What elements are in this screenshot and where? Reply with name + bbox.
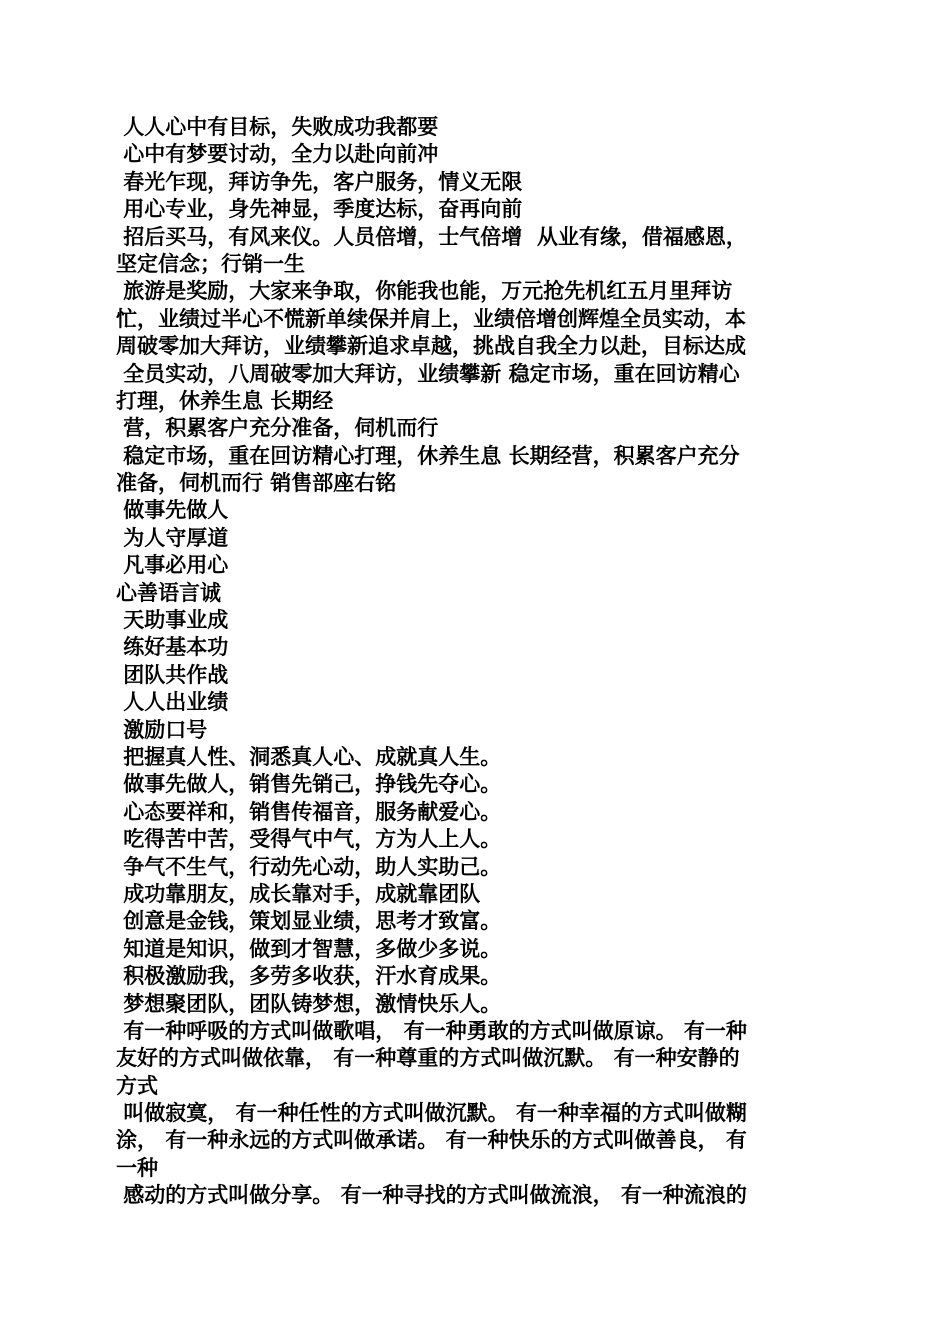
text-line: 感动的方式叫做分享。 有一种寻找的方式叫做流浪， 有一种流浪的 xyxy=(116,1183,747,1208)
text-line: 周破零加大拜访，业绩攀新追求卓越，挑战自我全力以赴，目标达成 xyxy=(116,334,746,359)
text-line: 团队共作战 xyxy=(116,662,229,687)
text-line: 稳定市场，重在回访精心打理，休养生息 长期经营，积累客户充分 xyxy=(116,443,740,468)
text-line: 旅游是奖励，大家来争取，你能我也能，万元抢先机红五月里拜访 xyxy=(116,279,733,304)
text-line: 积极激励我，多劳多收获，汗水育成果。 xyxy=(116,964,502,989)
text-line: 练好基本功 xyxy=(116,635,229,660)
text-line: 人人出业绩 xyxy=(116,690,229,715)
text-line: 做事先做人，销售先销己，挣钱先夺心。 xyxy=(116,772,502,797)
text-line: 一种 xyxy=(116,1155,158,1180)
text-line: 有一种呼吸的方式叫做歌唱， 有一种勇敢的方式叫做原谅。 有一种 xyxy=(116,1018,747,1043)
text-line: 春光乍现，拜访争先，客户服务，情义无限 xyxy=(116,169,523,194)
text-line: 天助事业成 xyxy=(116,608,229,633)
text-line: 全员实动，八周破零加大拜访，业绩攀新 稳定市场，重在回访精心 xyxy=(116,361,740,386)
text-line: 人人心中有目标，失败成功我都要 xyxy=(116,115,439,139)
text-line: 打理，休养生息 长期经 xyxy=(116,388,334,413)
text-line: 营，积累客户充分准备，伺机而行 xyxy=(116,416,439,441)
document-body xyxy=(116,114,836,1210)
text-line: 创意是金钱，策划显业绩，思考才致富。 xyxy=(116,909,502,934)
text-line: 准备，伺机而行 销售部座右铭 xyxy=(116,471,397,496)
text-line: 招后买马，有风来仪。人员倍增，士气倍增 从业有缘，借福感恩， xyxy=(116,224,747,249)
text-line: 成功靠朋友，成长靠对手，成就靠团队 xyxy=(116,881,481,906)
text-line: 友好的方式叫做依靠， 有一种尊重的方式叫做沉默。 有一种安静的 xyxy=(116,1046,740,1071)
text-line: 方式 xyxy=(116,1073,158,1098)
text-line: 用心专业，身先神显，季度达标，奋再向前 xyxy=(116,197,523,222)
text-line: 把握真人性、洞悉真人心、成就真人生。 xyxy=(116,744,502,769)
text-line: 心中有梦要讨动，全力以赴向前冲 xyxy=(116,142,439,167)
text-line: 争气不生气，行动先心动，助人实助己。 xyxy=(116,854,502,879)
text-line: 为人守厚道 xyxy=(116,525,229,550)
text-line: 吃得苦中苦，受得气中气，方为人上人。 xyxy=(116,827,502,852)
text-line: 凡事必用心 xyxy=(116,553,229,578)
text-line: 知道是知识，做到才智慧，多做少多说。 xyxy=(116,936,502,961)
text-line: 涂， 有一种永远的方式叫做承诺。 有一种快乐的方式叫做善良， 有 xyxy=(116,1128,747,1153)
text-line: 坚定信念；行销一生 xyxy=(116,251,305,276)
text-line: 心态要祥和，销售传福音，服务献爱心。 xyxy=(116,799,502,824)
text-line: 梦想聚团队，团队铸梦想，激情快乐人。 xyxy=(116,991,502,1016)
text-line: 做事先做人 xyxy=(116,498,229,523)
text-line: 忙，业绩过半心不慌新单续保并肩上，业绩倍增创辉煌全员实动，本 xyxy=(116,306,746,331)
text-line: 叫做寂寞， 有一种任性的方式叫做沉默。 有一种幸福的方式叫做糊 xyxy=(116,1101,747,1126)
text-line: 心善语言诚 xyxy=(116,580,221,605)
text-line: 激励口号 xyxy=(116,717,208,742)
